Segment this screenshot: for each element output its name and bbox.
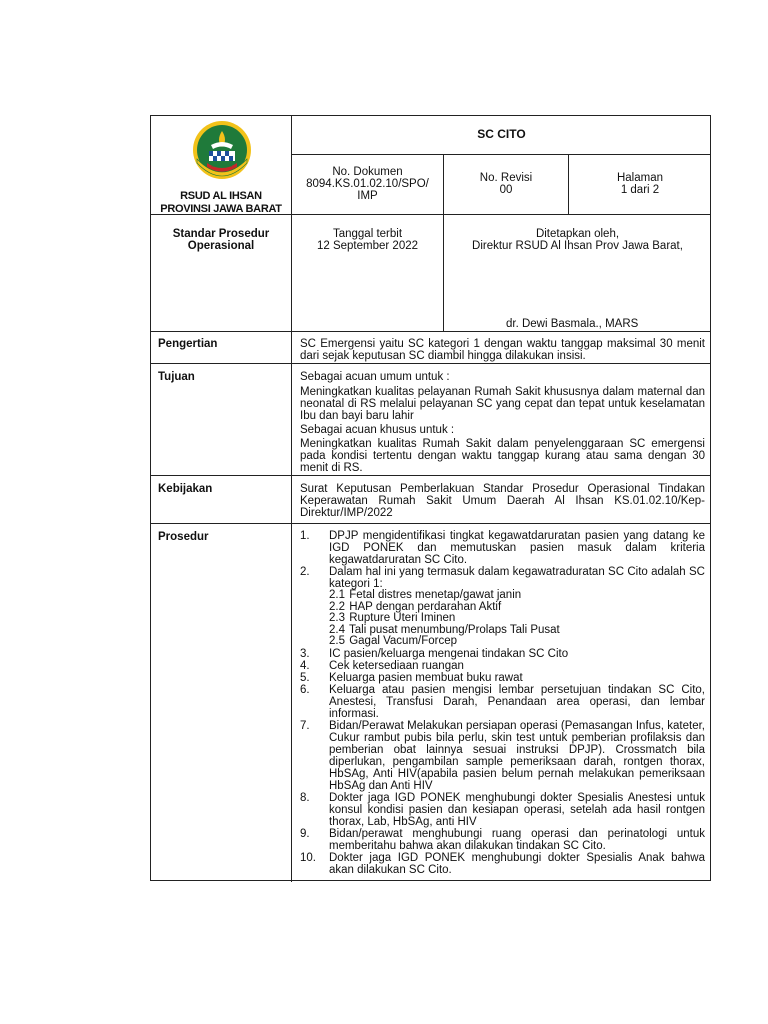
divider: [151, 475, 711, 476]
procedure-step: 6. Keluarga atau pasien mengisi lembar persetujuan tindakan SC Cito, Anestesi, Transfusi Darah, Penandaan area operasi, dan lembar informasi.: [300, 683, 705, 720]
divider: [151, 523, 711, 524]
document-number-value: 8094.KS.01.02.10/SPO/ IMP: [306, 178, 429, 202]
logo-caption: JAWA BARAT: [211, 164, 233, 168]
procedure-sublist: [329, 590, 705, 648]
divider: [291, 154, 711, 155]
tujuan-general-intro: Sebagai acuan umum untuk :: [300, 371, 450, 383]
director-title: Direktur RSUD Al Ihsan Prov Jawa Barat,: [472, 240, 683, 252]
prosedur-label: Prosedur: [158, 531, 209, 543]
document-number-label: No. Dokumen: [332, 166, 403, 178]
province-name: PROVINSI JAWA BARAT: [160, 203, 282, 215]
procedure-step: 7. Bidan/Perawat Melakukan persiapan operasi (Pemasangan Infus, kateter, Cukur rambut pubis bila perlu, skin test untuk pemberian profilaksis dan pemberian obat lainnya sesuai instruksi DPJP). Crossmatch bila diperlukan, pengambilan sample pemeriksaan darah, rontgen thorax, HbSAg, Anti HIV(apabila pasien belum pernah melakukan pemeriksaan HbSAg dan Anti HIV: [300, 719, 705, 792]
procedure-step: 5. Keluarga pasien membuat buku rawat: [300, 671, 523, 684]
pengertian-label: Pengertian: [158, 338, 218, 350]
hospital-name: RSUD AL IHSAN: [180, 190, 262, 202]
kebijakan-label: Kebijakan: [158, 483, 213, 495]
procedure-subitem: 2.5 Gagal Vacum/Forcep: [329, 635, 458, 648]
divider: [151, 363, 711, 364]
revision-label: No. Revisi: [479, 172, 533, 184]
tujuan-specific-text: Meningkatkan kualitas Rumah Sakit dalam penyelenggaraan SC emergensi pada kondisi tertentu dengan waktu tanggap kurang atau sama dengan 30 menit di RS.: [300, 438, 705, 474]
procedure-step: 1. DPJP mengidentifikasi tingkat kegawatdaruratan pasien yang datang ke IGD PONEK dan memutuskan pasien masuk dalam kriteria kegawatdaruratan SC Cito.: [300, 530, 705, 566]
tujuan-general-text: Meningkatkan kualitas pelayanan Rumah Sakit khususnya dalam maternal dan neonatal di RS melalui pelayanan SC yang cepat dan tepat untuk keselamatan Ibu dan bayi baru lahir: [300, 386, 705, 422]
sop-label: Standar Prosedur Operasional: [172, 228, 270, 252]
procedure-step: 9. Bidan/perawat menghubungi ruang operasi dan perinatologi untuk memberitahu bahwa akan dilakukan tindakan SC Cito.: [300, 827, 705, 852]
procedure-step: 3. IC pasien/keluarga mengenai tindakan SC Cito: [300, 647, 569, 660]
tujuan-label: Tujuan: [158, 371, 195, 383]
sop-document: [150, 115, 711, 881]
procedure-step: 4. Cek ketersediaan ruangan: [300, 659, 464, 672]
pengertian-text: SC Emergensi yaitu SC kategori 1 dengan waktu tanggap maksimal 30 menit dari sejak keputusan SC diambil hingga dilakukan insisi.: [300, 338, 705, 362]
revision-value: 00: [499, 184, 513, 196]
page-label: Halaman: [616, 172, 664, 184]
kebijakan-text: Surat Keputusan Pemberlakuan Standar Prosedur Operasional Tindakan Keperawatan Rumah Sakit Umum Daerah Al Ihsan KS.01.02.10/Kep-Direktur/IMP/2022: [300, 483, 705, 519]
tujuan-specific-intro: Sebagai acuan khusus untuk :: [300, 424, 455, 436]
procedure-step: 8. Dokter jaga IGD PONEK menghubungi dokter Spesialis Anestesi untuk konsul kondisi pasien dan kesiapan operasi, setelah ada hasil rontgen thorax, Lab, HbSAg, anti HIV: [300, 791, 705, 828]
procedure-list: [300, 530, 705, 876]
director-name: dr. Dewi Basmala., MARS: [506, 318, 639, 330]
issue-date-label: Tanggal terbit: [332, 228, 403, 240]
hospital-logo: [191, 119, 253, 181]
page-value: 1 dari 2: [620, 184, 660, 196]
procedure-subitem: 2.2 HAP dengan perdarahan Aktif: [329, 600, 502, 613]
approval-label: Ditetapkan oleh,: [535, 228, 620, 240]
issue-date-value: 12 September 2022: [316, 240, 419, 252]
procedure-step: 10. Dokter jaga IGD PONEK menghubungi dokter Spesialis Anak bahwa akan dilakukan SC Cito.: [300, 851, 705, 876]
document-title: SC CITO: [477, 127, 526, 141]
procedure-subitem: 2.1 Fetal distres menetap/gawat janin: [329, 589, 522, 601]
procedure-subitem: 2.4 Tali pusat menumbung/Prolaps Tali Pusat: [329, 623, 560, 636]
procedure-subitem: 2.3 Rupture Uteri Iminen: [329, 612, 456, 625]
procedure-step: 2. Dalam hal ini yang termasuk dalam kegawatraduratan SC Cito adalah SC kategori 1: 2.1 Fetal distres menetap/gawat janin 2.2 HAP dengan perdarahan Aktif 2.3 Rupture Uteri Iminen 2.4 Tali pusat menumbung/Prolaps Tali Pusat 2.5 Gagal Vacum/Forcep: [300, 566, 705, 648]
divider: [151, 331, 711, 332]
